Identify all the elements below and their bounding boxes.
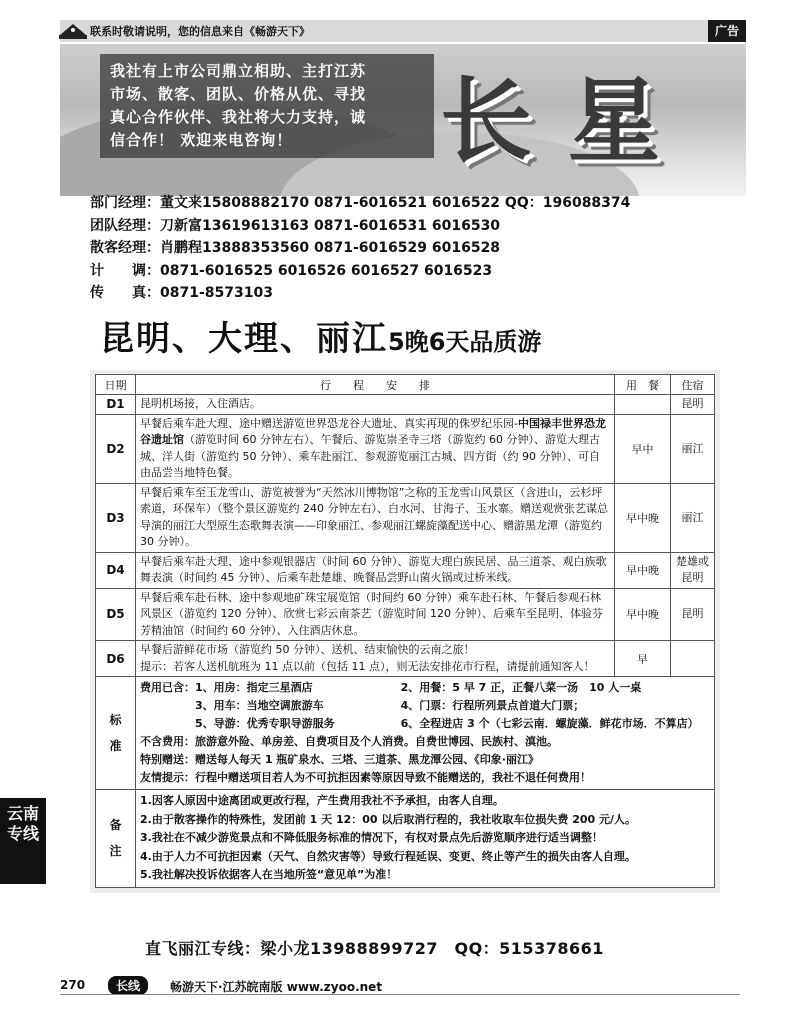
remark-line: 5.我社解决投诉依据客人在当地所签“意见单”为准！ xyxy=(140,868,398,881)
table-row xyxy=(96,483,715,552)
remark-line: 4.由于人力不可抗拒因素（天气、自然灾害等）导致行程延误、变更、终止等产生的损失由客人自理。 xyxy=(140,849,636,863)
label-char: 标 xyxy=(109,713,122,727)
day-meal: 早 xyxy=(615,641,671,677)
contact-row: 团队经理：刀新富13619613163 0871-6016531 6016530 xyxy=(90,217,501,234)
day-meal: 早中晚 xyxy=(615,483,671,552)
site-name: 畅游天下·江苏皖南版 www.zyoo.net xyxy=(170,980,383,994)
label-char: 注 xyxy=(109,844,122,859)
section-pill: 长线 xyxy=(108,976,148,995)
hotline: 直飞丽江专线：梁小龙13988899727 QQ：515378661 xyxy=(145,939,604,958)
day-meal: 早中 xyxy=(615,414,671,483)
company-slogan xyxy=(100,54,434,158)
day-meal: 早中晚 xyxy=(615,552,671,588)
day-meal xyxy=(615,395,671,415)
day-hotel: 丽江 xyxy=(671,483,715,552)
plan-text: 早餐后乘车赴大理、途中赠送游览世界恐龙谷大遗址、真实再现的侏罗纪乐园- xyxy=(140,416,518,430)
table-header-row xyxy=(96,375,715,395)
headline-duration: 5晚6天品质游 xyxy=(388,328,542,356)
day-label: D1 xyxy=(96,395,136,415)
side-tab-line: 专线 xyxy=(6,824,39,843)
day-plan: 早餐后乘车赴大理、途中参观银器店（时间 60 分钟）、游览大理白族民居、品三道茶、观白族歌舞表演（时间约 45 分钟）、后乘车赴楚雄、晚餐品尝野山菌火锅或过桥米线。 xyxy=(136,552,615,588)
col-plan: 行 程 安 排 xyxy=(136,375,615,395)
table-row xyxy=(96,641,715,677)
slogan-line: 信合作！ 欢迎来电咨询！ xyxy=(110,131,293,149)
standard-row xyxy=(96,677,715,790)
day-plan: 早餐后乘车赴石林、途中参观地矿珠宝展览馆（时间约 60 分钟）乘车赴石林、午餐后参观石林风景区（游览约 120 分钟）、欣赏七彩云南茶艺（游览时间 120 分钟）、后乘车至昆明、体验芬芳精油馆（时间约 60 分钟）、入住酒店休息。 xyxy=(136,588,615,641)
standard-line: 友情提示：行程中赠送项目若人为不可抗拒因素等原因导致不能赠送的，我社不退任何费用！ xyxy=(140,771,591,784)
day-hotel: 昆明 xyxy=(671,588,715,641)
label-char: 备 xyxy=(109,818,122,833)
remark-line: 1.因客人原因中途离团或更改行程，产生费用我社不予承担，由客人自理。 xyxy=(140,794,504,807)
col-meal: 用 餐 xyxy=(615,375,671,395)
itinerary-panel xyxy=(90,370,720,893)
standard-line: 5、导游：优秀专职导游服务 6、全程进店 3 个（七彩云南．螺旋藻．鲜花市场．不算店） xyxy=(140,717,699,730)
table-row xyxy=(96,395,715,415)
page-footer xyxy=(60,976,740,996)
contact-row: 部门经理：董文来15808882170 0871-6016521 6016522 QQ：196088374 xyxy=(90,195,631,211)
day-meal: 早中晚 xyxy=(615,588,671,641)
page-number: 270 xyxy=(60,978,86,992)
headline-destinations: 昆明、大理、丽江 xyxy=(100,319,388,359)
col-hotel: 住宿 xyxy=(671,375,715,395)
plan-text: （游览时间 60 分钟左右）、午餐后、游览崇圣寺三塔（游览约 60 分钟）、游览大理古城、洋人街（游览约 50 分钟）、乘车赴丽江、参观游览丽江古城、四方街（约 90 分钟）、可自由品尝当地特色餐。 xyxy=(140,433,600,479)
day-label: D5 xyxy=(96,588,136,641)
day-hotel: 丽江 xyxy=(671,414,715,483)
day-plan: 早餐后乘车至玉龙雪山、游览被誉为“天然冰川博物馆”之称的玉龙雪山风景区（含进山，云杉坪索道，环保车）（整个景区游览约 240 分钟左右）、白水河、甘海子、玉水寨。赠送观赏张艺谋总导演的丽江大型原生态歌舞表演——印象丽江、参观丽江螺旋藻配送中心、赠游黑龙潭（游览约 30 分钟）。 xyxy=(136,483,615,552)
day-label: D4 xyxy=(96,552,136,588)
standard-line: 3、用车：当地空调旅游车 4、门票：行程所列景点首道大门票； xyxy=(140,699,585,712)
slogan-line: 真心合作伙伴、我社将大力支持，诚 xyxy=(110,108,367,126)
tour-headline xyxy=(100,311,760,360)
day-label: D2 xyxy=(96,414,136,483)
plan-tip: 提示：若客人送机航班为 11 点以前（包括 11 点），则无法安排花市行程，请提前通知客人！ xyxy=(140,659,595,673)
ad-label: 广告 xyxy=(708,20,746,42)
contact-row: 传 真：0871-8573103 xyxy=(90,285,273,301)
remark-line: 3.我社在不减少游览景点和不降低服务标准的情况下，有权对景点先后游览顺序进行适当调整！ xyxy=(140,831,603,844)
day-plan xyxy=(136,414,615,483)
contact-list xyxy=(90,192,750,305)
remark-line: 2.由于散客操作的特殊性，发团前 1 天 12：00 以后取消行程的，我社收取车位损失费 200 元/人。 xyxy=(140,812,637,826)
itinerary-table xyxy=(95,374,715,888)
standard-label xyxy=(96,677,136,790)
remarks-row xyxy=(96,790,715,888)
day-label: D6 xyxy=(96,641,136,677)
magazine-logo-icon xyxy=(56,21,90,41)
slogan-line: 市场、散客、团队、价格从优、寻找 xyxy=(110,85,367,103)
contact-row: 计 调：0871-6016525 6016526 6016527 6016523 xyxy=(90,262,493,279)
remarks-content xyxy=(136,790,715,888)
plan-text: 早餐后游鲜花市场（游览约 50 分钟）、送机、结束愉快的云南之旅！ xyxy=(140,643,475,656)
day-plan: 昆明机场接，入住酒店。 xyxy=(136,395,615,415)
label-char: 准 xyxy=(109,739,122,753)
slogan-line: 我社有上市公司鼎立相助、主打江苏 xyxy=(110,62,367,80)
standard-line: 特别赠送：赠送每人每天 1 瓶矿泉水、三塔、三道茶、黑龙潭公园、《印象·丽江》 xyxy=(140,753,539,766)
table-row xyxy=(96,588,715,641)
standard-line: 不含费用：旅游意外险、单房差、自费项目及个人消费。自费世博园、民族村、滇池。 xyxy=(140,735,558,748)
standard-line: 费用已含：1、用房：指定三星酒店 2、用餐：5 早 7 正，正餐八菜一汤 10 人一桌 xyxy=(140,681,642,694)
day-hotel: 昆明 xyxy=(671,395,715,415)
standard-content xyxy=(136,677,715,790)
col-date: 日期 xyxy=(96,375,136,395)
source-notice: 联系时敬请说明，您的信息来自《畅游天下》 xyxy=(90,25,310,38)
day-label: D3 xyxy=(96,483,136,552)
plan-highlight: 中国禄丰世界恐龙谷遗址馆 xyxy=(140,416,606,446)
footer-divider xyxy=(60,994,740,995)
table-row xyxy=(96,414,715,483)
top-bar xyxy=(60,20,746,42)
brand-name: 长星 xyxy=(440,68,697,175)
day-plan xyxy=(136,641,615,677)
day-hotel xyxy=(671,641,715,677)
day-hotel: 楚雄或昆明 xyxy=(671,552,715,588)
company-banner xyxy=(60,44,746,196)
contact-row: 散客经理：肖鹏程13888353560 0871-6016529 6016528 xyxy=(90,240,501,256)
table-row xyxy=(96,552,715,588)
side-tab-line: 云南 xyxy=(6,804,39,823)
remarks-label xyxy=(96,790,136,888)
section-side-tab xyxy=(0,798,46,884)
